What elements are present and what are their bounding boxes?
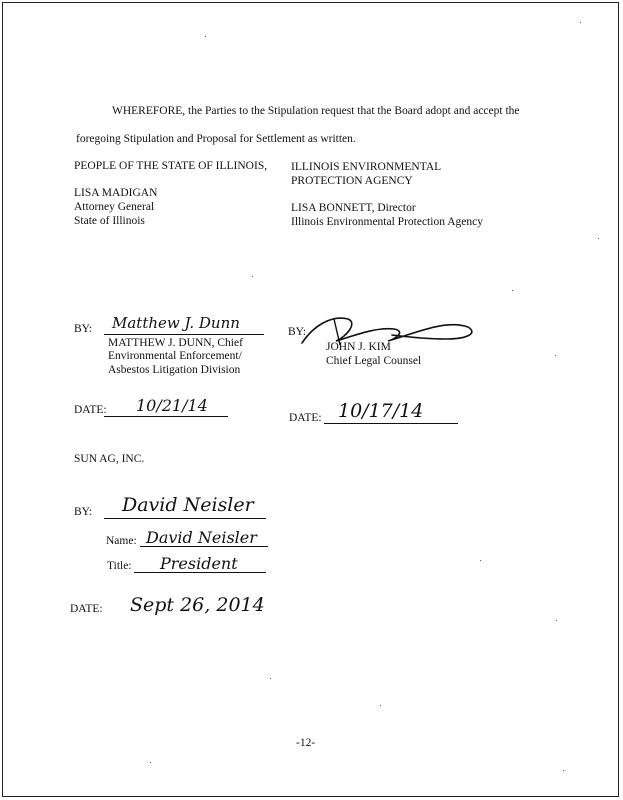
left-signer-name: LISA MADIGAN	[74, 187, 158, 199]
scan-speck	[563, 770, 564, 771]
left-signature-line	[104, 334, 264, 335]
right-by-label: BY:	[288, 326, 307, 338]
left-signature: Matthew J. Dunn	[112, 314, 240, 332]
intro-line-1: WHEREFORE, the Parties to the Stipulation request that the Board adopt and accept the	[112, 105, 520, 117]
right-date-line	[324, 423, 458, 424]
company-name-value: David Neisler	[146, 528, 257, 547]
left-by-label: BY:	[74, 323, 93, 335]
left-signer-title-1: Attorney General	[74, 201, 155, 213]
page-frame	[2, 2, 619, 797]
scan-speck	[205, 36, 206, 37]
left-date-value: 10/21/14	[136, 396, 208, 415]
scan-speck	[556, 620, 557, 621]
intro-line-2: foregoing Stipulation and Proposal for Settlement as written.	[76, 133, 356, 145]
scan-speck	[555, 355, 556, 356]
scan-speck	[598, 238, 599, 239]
left-date-label: DATE:	[74, 404, 107, 416]
page-number: -12-	[296, 737, 316, 749]
right-rep-name: JOHN J. KIM	[326, 341, 391, 353]
company-date-label: DATE:	[70, 603, 103, 615]
company-by-label: BY:	[74, 506, 93, 518]
company-date-value: Sept 26, 2014	[130, 594, 265, 616]
right-date-label: DATE:	[289, 412, 322, 424]
company-name-label: Name:	[106, 535, 137, 547]
right-agency: Illinois Environmental Protection Agency	[291, 216, 483, 228]
right-date-value: 10/17/14	[338, 400, 424, 422]
left-date-line	[104, 416, 228, 417]
left-rep-title-2: Asbestos Litigation Division	[108, 364, 241, 376]
left-rep-title-1: Environmental Enforcement/	[108, 350, 242, 362]
scan-speck	[580, 22, 581, 23]
company-signature: David Neisler	[122, 494, 254, 516]
scan-speck	[270, 678, 271, 679]
right-rep-title: Chief Legal Counsel	[326, 355, 422, 367]
scan-speck	[252, 276, 253, 277]
scan-speck	[150, 762, 151, 763]
scan-speck	[512, 290, 513, 291]
right-party-name-2: PROTECTION AGENCY	[291, 175, 413, 187]
company-title-label: Title:	[107, 560, 132, 572]
left-rep-name: MATTHEW J. DUNN, Chief	[108, 337, 243, 349]
company-signature-line	[104, 518, 266, 519]
left-party-name: PEOPLE OF THE STATE OF ILLINOIS,	[74, 160, 268, 172]
scan-speck	[480, 560, 481, 561]
left-signer-title-2: State of Illinois	[74, 215, 145, 227]
scan-speck	[380, 705, 381, 706]
company-title-value: President	[160, 554, 238, 573]
right-director: LISA BONNETT, Director	[291, 202, 416, 214]
company-name: SUN AG, INC.	[74, 453, 145, 465]
right-party-name-1: ILLINOIS ENVIRONMENTAL	[291, 161, 442, 173]
